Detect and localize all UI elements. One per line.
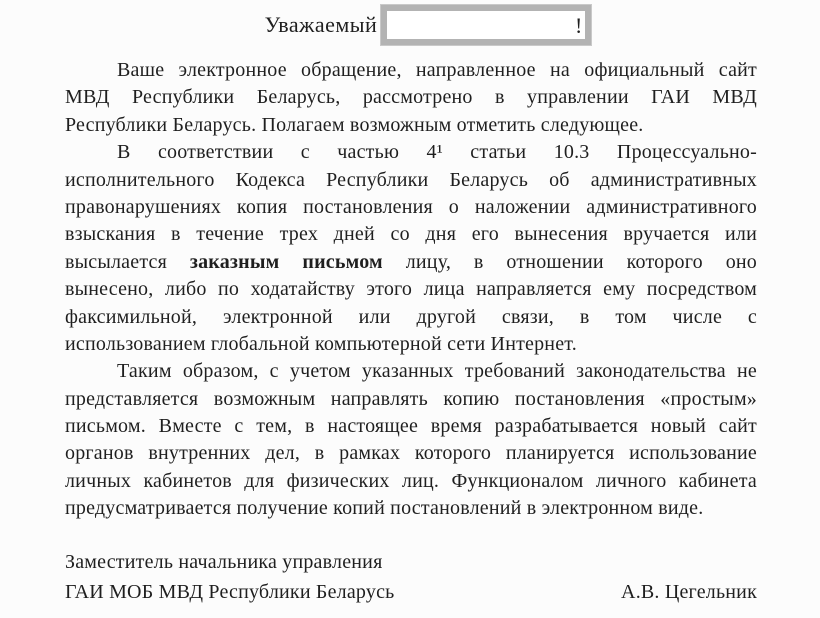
signature-title-line-1: Заместитель начальника управления xyxy=(65,551,383,573)
body-text-segment: личных кабинетов для физических лиц. Функционалом личного кабинета xyxy=(65,469,757,492)
body-line xyxy=(65,84,757,111)
body-line xyxy=(65,331,757,358)
body-text-segment: В соответствии с частью 4¹ статьи 10.3 Процессуально- xyxy=(117,141,757,164)
body-line xyxy=(65,495,757,522)
salutation-prefix: Уважаемый xyxy=(264,12,378,37)
signature-name: А.В. Цегельник xyxy=(621,581,757,603)
body-line xyxy=(65,304,757,331)
redaction-box xyxy=(381,5,591,45)
body-text-segment: правонарушениях копия постановления о наложении административного xyxy=(65,195,757,218)
signature-block xyxy=(65,547,757,607)
bold-text: заказным письмом xyxy=(189,250,383,273)
body-line xyxy=(65,358,757,385)
body-line xyxy=(65,139,757,166)
body-line xyxy=(65,440,757,467)
body-line xyxy=(65,112,757,139)
body-text-segment: письмом. Вместе с тем, в настоящее время разрабатывается новый сайт xyxy=(65,415,757,438)
body-text-segment: вынесено, либо по ходатайству этого лица направляется ему посредством xyxy=(65,278,757,301)
body-line xyxy=(65,276,757,303)
body-line xyxy=(65,413,757,440)
body-line xyxy=(65,468,757,495)
letter-body xyxy=(65,57,757,523)
body-line xyxy=(65,194,757,221)
body-text-segment: использованием глобальной компьютерной сети Интернет. xyxy=(65,332,577,355)
body-text-segment: лицу, в отношении которого оно xyxy=(382,250,757,273)
body-text-segment: факсимильной, электронной или другой связи, в том числе с xyxy=(65,305,757,328)
signature-title-line-2: ГАИ МОБ МВД Республики Беларусь xyxy=(65,581,395,603)
body-text-segment: предусматривается получение копий постановлений в электронном виде. xyxy=(65,497,704,520)
body-line xyxy=(65,221,757,248)
signature-row xyxy=(65,577,757,607)
body-text-segment: исполнительного Кодекса Республики Беларусь об административных xyxy=(65,168,757,191)
salutation-exclamation: ! xyxy=(575,13,583,38)
body-text-segment: представляется возможным направлять копию постановления «простым» xyxy=(65,387,757,410)
salutation-line xyxy=(18,5,820,45)
body-line xyxy=(65,386,757,413)
body-line xyxy=(65,167,757,194)
body-text-segment: Республики Беларусь. Полагаем возможным отметить следующее. xyxy=(65,113,644,136)
body-line xyxy=(65,249,757,276)
body-text-segment: взыскания в течение трех дней со дня его вынесения вручается или xyxy=(65,223,757,246)
body-text-segment: высылается xyxy=(65,250,190,273)
body-text-segment: Таким образом, с учетом указанных требований законодательства не xyxy=(117,360,757,383)
body-text-segment: МВД Республики Беларусь, рассмотрено в управлении ГАИ МВД xyxy=(65,86,757,109)
body-text-segment: Ваше электронное обращение, направленное на официальный сайт xyxy=(117,59,757,81)
body-text-segment: органов внутренних дел, в рамках которого планируется использование xyxy=(65,442,757,465)
body-line xyxy=(65,57,757,84)
